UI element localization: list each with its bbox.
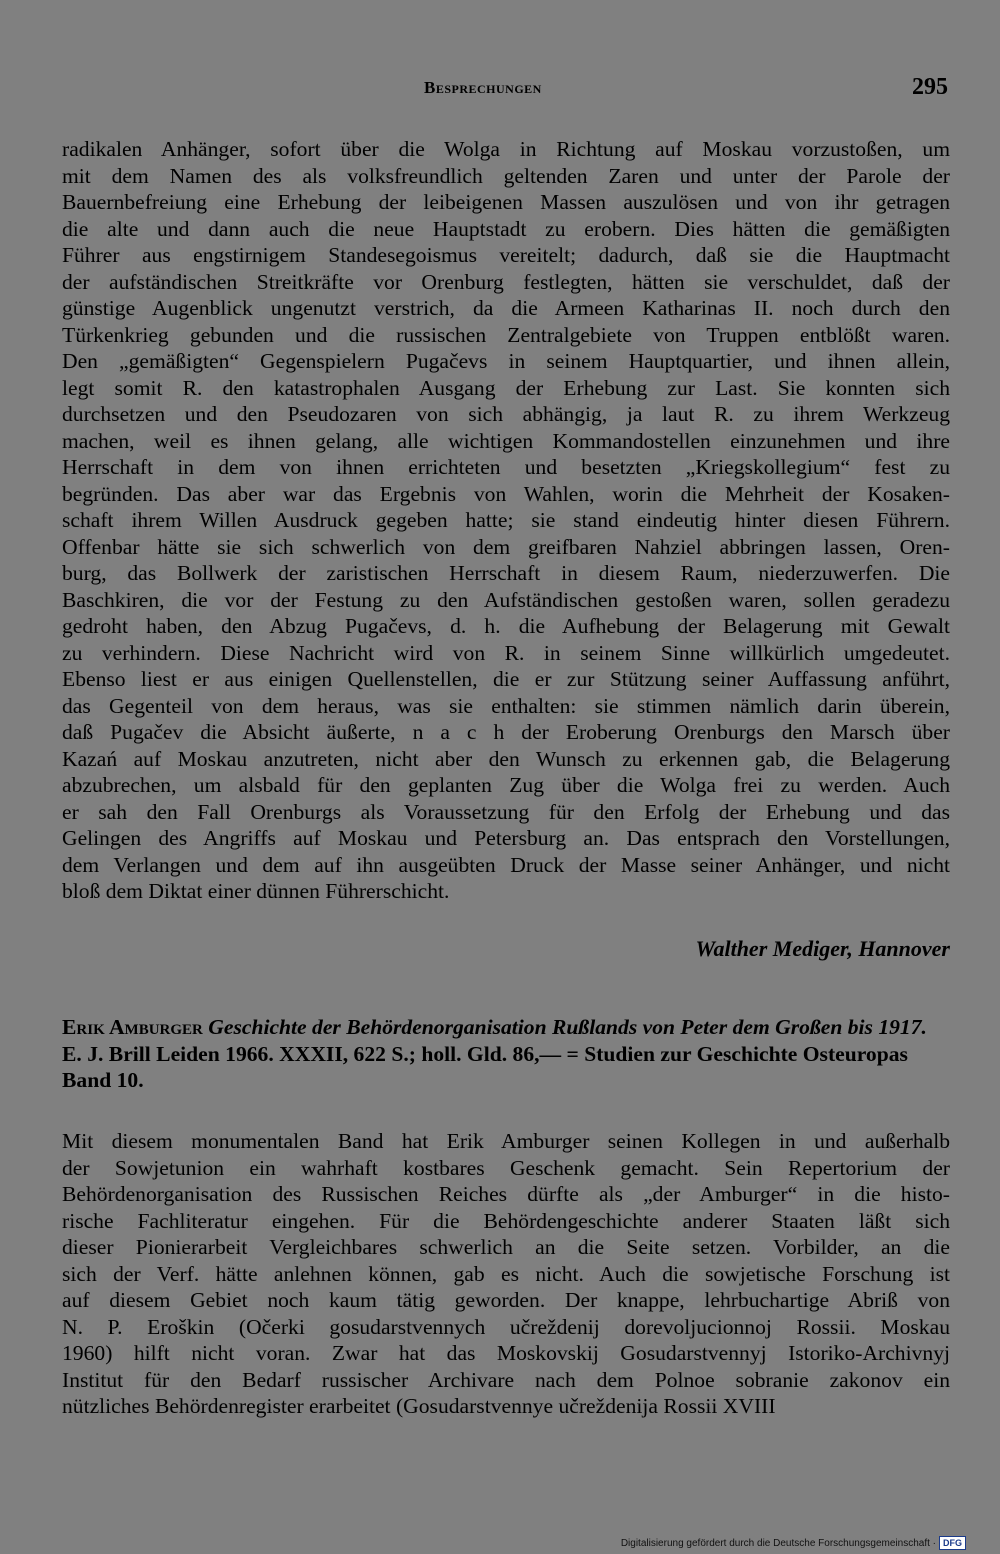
- text-line: das Gegenteil von dem heraus, was sie enthalten: sie stimmen nämlich darin überein,: [62, 693, 950, 718]
- running-header: Besprechungen: [424, 78, 542, 97]
- text-line: Kazań auf Moskau anzutreten, nicht aber den Wunsch zu erkennen gab, die Belagerung: [62, 746, 950, 771]
- text-line: sich der Verf. hätte anlehnen können, gab es nicht. Auch die sowjetische Forschung ist: [62, 1261, 950, 1286]
- text-line: nützliches Behördenregister erarbeitet (Gosudarstvennye učreždenija Rossii XVIII: [62, 1394, 776, 1418]
- text-line: machen, weil es ihnen gelang, alle wichtigen Kommandostellen einzunehmen und ihre: [62, 428, 950, 453]
- text-line: durchsetzen und den Pseudozaren von sich abhängig, ja laut R. zu ihrem Werkzeug: [62, 402, 950, 426]
- review-bibliographic-heading: [62, 1014, 950, 1094]
- review-publication-info: E. J. Brill Leiden 1966. XXXII, 622 S.; holl. Gld. 86,— = Studien zur Geschichte Osteuropas Band 10.: [62, 1041, 908, 1092]
- text-line: die alte und dann auch die neue Hauptstadt zu erobern. Dies hätten die gemäßigten: [62, 216, 950, 241]
- text-line: N. P. Eroškin (Očerki gosudarstvennych učreždenij dorevoljucionnoj Rossii. Moskau: [62, 1314, 950, 1339]
- text-line: rische Fachliteratur eingehen. Für die Behördengeschichte anderer Staaten läßt sich: [62, 1208, 950, 1233]
- text-line: Baschkiren, die vor der Festung zu den Aufständischen gestoßen waren, sollen geradezu: [62, 587, 950, 612]
- page-number: 295: [912, 74, 948, 100]
- text-line: gedroht haben, den Abzug Pugačevs, d. h. die Aufhebung der Belagerung mit Gewalt: [62, 614, 950, 638]
- review-paragraph-1: [62, 136, 950, 905]
- text-line: auf diesem Gebiet noch kaum tätig geworden. Der knappe, lehrbuchartige Abriß von: [62, 1288, 950, 1312]
- text-line: Türkenkrieg gebunden und die russischen Zentralgebiete von Truppen entblößt waren.: [62, 322, 950, 347]
- text-line: dem Verlangen und dem auf ihn ausgeübten Druck der Masse seiner Anhänger, und nicht: [62, 852, 950, 877]
- text-line: legt somit R. den katastrophalen Ausgang der Erhebung zur Last. Sie konnten sich: [62, 375, 950, 400]
- text-line: abzubrechen, um alsbald für den geplanten Zug über die Wolga frei zu werden. Auch: [62, 773, 950, 797]
- text-line: burg, das Bollwerk der zaristischen Herrschaft in diesem Raum, niederzuwerfen. Die: [62, 561, 950, 585]
- text-line: Ebenso liest er aus einigen Quellenstellen, die er zur Stützung seiner Auffassung anführt,: [62, 667, 950, 691]
- text-line: er sah den Fall Orenburgs als Voraussetzung für den Erfolg der Erhebung und das: [62, 799, 950, 824]
- review-paragraph-2: [62, 1128, 950, 1420]
- text-line: Führer aus engstirnigem Standesegoismus vereitelt; dadurch, daß sie die Hauptmacht: [62, 243, 950, 267]
- digitization-footer: [621, 1536, 966, 1550]
- text-line: begründen. Das aber war das Ergebnis von Wahlen, worin die Mehrheit der Kosaken-: [62, 481, 950, 506]
- text-line: Institut für den Bedarf russischer Archivare nach dem Polnoe sobranie zakonov ein: [62, 1367, 950, 1392]
- text-line: mit dem Namen des als volksfreundlich geltenden Zaren und unter der Parole der: [62, 163, 950, 188]
- text-line: 1960) hilft nicht voran. Zwar hat das Moskovskij Gosudarstvennyj Istoriko-Archivnyj: [62, 1341, 950, 1365]
- text-line: daß Pugačev die Absicht äußerte, n a c h der Eroberung Orenburgs den Marsch über: [62, 720, 950, 744]
- text-line: günstige Augenblick ungenutzt verstrich, da die Armeen Katharinas II. noch durch den: [62, 296, 950, 320]
- text-line: Herrschaft in dem von ihnen errichteten und besetzten „Kriegskollegium“ fest zu: [62, 455, 950, 479]
- text-line: Den „gemäßigten“ Gegenspielern Pugačevs in seinem Hauptquartier, und ihnen allein,: [62, 349, 950, 373]
- text-line: Behördenorganisation des Russischen Reiches dürfte als „der Amburger“ in die histo-: [62, 1182, 950, 1206]
- reviewer-signature: Walther Mediger, Hannover: [695, 936, 950, 961]
- text-line: schaft ihrem Willen Ausdruck gegeben hatte; sie stand eindeutig hinter diesen Führern.: [62, 508, 950, 532]
- text-line: bloß dem Diktat einer dünnen Führerschicht.: [62, 879, 450, 903]
- text-line: Offenbar hätte sie sich schwerlich von dem greifbaren Nahziel abbringen lassen, Oren-: [62, 534, 950, 559]
- text-line: dieser Pionierarbeit Vergleichbares schwerlich an die Seite setzen. Vorbilder, an die: [62, 1235, 950, 1259]
- text-line: Gelingen des Angriffs auf Moskau und Petersburg an. Das entsprach den Vorstellungen,: [62, 826, 950, 850]
- text-line: radikalen Anhänger, sofort über die Wolga in Richtung auf Moskau vorzustoßen, um: [62, 137, 950, 161]
- dfg-logo: DFG: [939, 1536, 966, 1550]
- text-line: der aufständischen Streitkräfte vor Orenburg festlegten, hätten sie verschuldet, daß der: [62, 269, 950, 294]
- text-line: der Sowjetunion ein wahrhaft kostbares Geschenk gemacht. Sein Repertorium der: [62, 1155, 950, 1180]
- text-line: Mit diesem monumentalen Band hat Erik Amburger seinen Kollegen in und außerhalb: [62, 1129, 950, 1153]
- text-line: zu verhindern. Diese Nachricht wird von R. in seinem Sinne willkürlich umgedeutet.: [62, 640, 950, 665]
- footer-text: Digitalisierung gefördert durch die Deutsche Forschungsgemeinschaft ·: [620, 1537, 936, 1549]
- text-line: Bauernbefreiung eine Erhebung der leibeigenen Massen auszulösen und von ihr getragen: [62, 190, 950, 214]
- review-book-title: Geschichte der Behördenorganisation Rußlands von Peter dem Großen bis 1917.: [208, 1015, 927, 1039]
- review-author: Erik Amburger: [62, 1015, 203, 1039]
